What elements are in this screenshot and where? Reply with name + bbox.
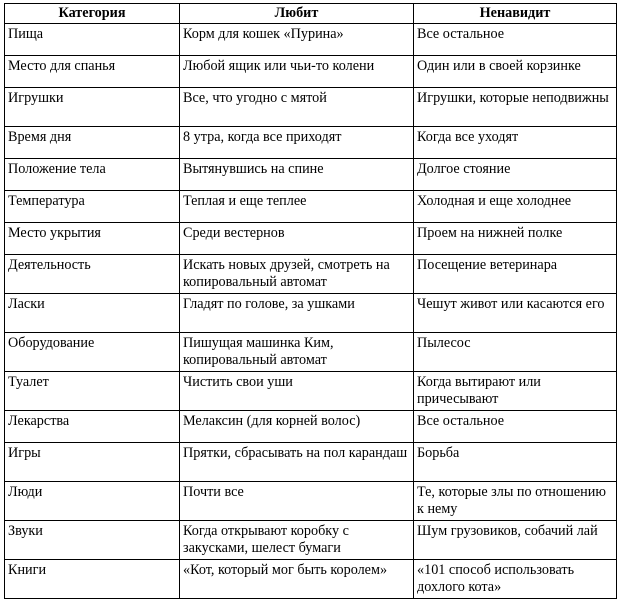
table-row	[5, 24, 617, 56]
cell-dislikes: Посещение ветеринара	[414, 255, 617, 294]
cell-likes: Пишущая машинка Ким, копировальный автомат	[180, 333, 414, 372]
cell-likes: Среди вестернов	[180, 223, 414, 255]
table-row	[5, 127, 617, 159]
cell-category: Ласки	[5, 294, 180, 333]
table-row	[5, 88, 617, 127]
cell-category: Температура	[5, 191, 180, 223]
table-row	[5, 482, 617, 521]
cell-category: Время дня	[5, 127, 180, 159]
cell-likes: 8 утра, когда все приходят	[180, 127, 414, 159]
cell-likes: Мелаксин (для корней волос)	[180, 411, 414, 443]
cell-likes: «Кот, который мог быть королем»	[180, 560, 414, 599]
cell-likes: Корм для кошек «Пурина»	[180, 24, 414, 56]
cell-likes: Когда открывают коробку с закусками, шелест бумаги	[180, 521, 414, 560]
table-row	[5, 56, 617, 88]
cell-dislikes: Долгое стояние	[414, 159, 617, 191]
cell-dislikes: Те, которые злы по отношению к нему	[414, 482, 617, 521]
table-row	[5, 159, 617, 191]
cell-likes: Все, что угодно с мятой	[180, 88, 414, 127]
cell-likes: Почти все	[180, 482, 414, 521]
cell-dislikes: Холодная и еще холоднее	[414, 191, 617, 223]
cell-category: Оборудование	[5, 333, 180, 372]
cell-category: Место для спанья	[5, 56, 180, 88]
table-row	[5, 294, 617, 333]
header-dislikes: Ненавидит	[414, 4, 617, 24]
cell-likes: Прятки, сбрасывать на пол карандаш	[180, 443, 414, 482]
cell-dislikes: Борьба	[414, 443, 617, 482]
cell-likes: Чистить свои уши	[180, 372, 414, 411]
table-row	[5, 191, 617, 223]
cell-dislikes: Пылесос	[414, 333, 617, 372]
table-row	[5, 223, 617, 255]
cell-category: Книги	[5, 560, 180, 599]
cell-likes: Гладят по голове, за ушками	[180, 294, 414, 333]
cell-likes: Теплая и еще теплее	[180, 191, 414, 223]
cell-dislikes: Шум грузовиков, собачий лай	[414, 521, 617, 560]
cell-dislikes: Все остальное	[414, 24, 617, 56]
cell-dislikes: «101 способ использовать дохлого кота»	[414, 560, 617, 599]
header-likes: Любит	[180, 4, 414, 24]
cell-category: Туалет	[5, 372, 180, 411]
cell-category: Игрушки	[5, 88, 180, 127]
cell-dislikes: Игрушки, которые неподвижны	[414, 88, 617, 127]
table-row	[5, 411, 617, 443]
table-row	[5, 255, 617, 294]
header-category: Категория	[5, 4, 180, 24]
cell-dislikes: Когда все уходят	[414, 127, 617, 159]
header-row	[5, 4, 617, 24]
cell-dislikes: Один или в своей корзинке	[414, 56, 617, 88]
cell-dislikes: Чешут живот или касаются его	[414, 294, 617, 333]
table-row	[5, 372, 617, 411]
cell-dislikes: Все остальное	[414, 411, 617, 443]
table-row	[5, 521, 617, 560]
table-row	[5, 560, 617, 599]
cell-dislikes: Проем на нижней полке	[414, 223, 617, 255]
cell-category: Место укрытия	[5, 223, 180, 255]
table-row	[5, 333, 617, 372]
cell-category: Лекарства	[5, 411, 180, 443]
cell-likes: Искать новых друзей, смотреть на копировальный автомат	[180, 255, 414, 294]
cell-category: Пища	[5, 24, 180, 56]
cell-category: Положение тела	[5, 159, 180, 191]
cell-category: Люди	[5, 482, 180, 521]
cell-category: Деятельность	[5, 255, 180, 294]
cell-likes: Вытянувшись на спине	[180, 159, 414, 191]
cell-dislikes: Когда вытирают или причесывают	[414, 372, 617, 411]
cell-category: Игры	[5, 443, 180, 482]
cell-category: Звуки	[5, 521, 180, 560]
table-row	[5, 443, 617, 482]
cell-likes: Любой ящик или чьи-то колени	[180, 56, 414, 88]
preferences-table	[4, 3, 617, 599]
